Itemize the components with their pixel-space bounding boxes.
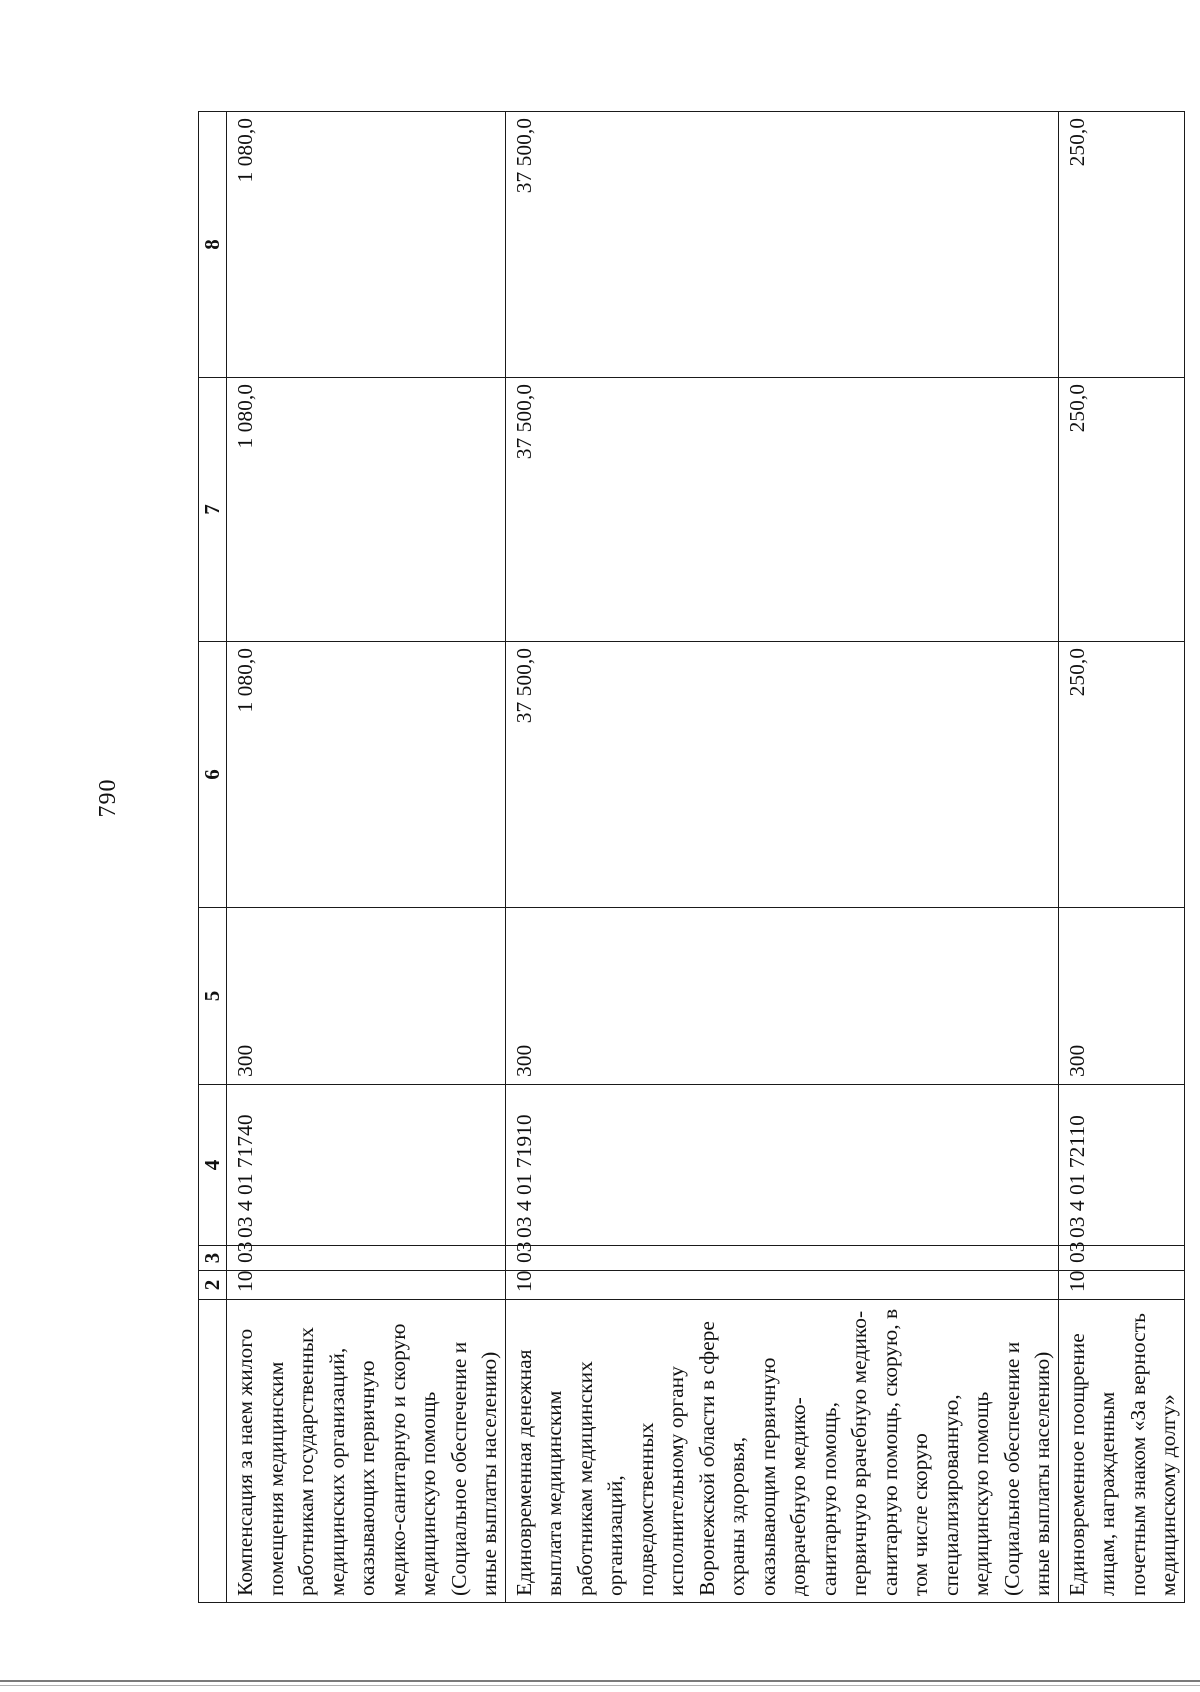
scan-edge-line-secondary [0,1685,1200,1686]
header-col-8: 8 [199,112,227,378]
row-target-article: 03 4 01 71910 [505,1085,1058,1246]
row-name: Единовременная денежная выплата медицинским работникам медицинских организаций, подведомственных исполнительному органу Воронежской области в сфере охраны здоровья, оказывающим первичную доврачебную медико-санитарную помощь, первичную врачебную медико-санитарную помощь, скорую, в том числе скорую специализированную, медицинскую помощь (Социальное обеспечение и иные выплаты населению) [505,1300,1058,1603]
row-expense-type: 300 [505,908,1058,1085]
header-col-2: 2 [199,1271,227,1300]
header-col-7: 7 [199,378,227,642]
budget-table-container [198,112,1180,1603]
row-name: Компенсация за наем жилого помещения медицинским работникам государственных медицинских организаций, оказывающих первичную медико-санитарную и скорую медицинскую помощь (Социальное обеспечение и иные выплаты населению) [227,1300,506,1603]
row-subsection: 03 [505,1246,1058,1271]
table-row [227,112,506,1603]
row-name: Единовременное поощрение лицам, награжденным почетным знаком «За верность медицинскому долгу» [1058,1300,1184,1603]
row-amount-col7: 250,0 [1058,378,1184,642]
row-target-article: 03 4 01 71740 [227,1085,506,1246]
table-row [1058,112,1184,1603]
row-amount-col7: 1 080,0 [227,378,506,642]
header-row [199,112,227,1603]
table-row [505,112,1058,1603]
header-col-5: 5 [199,908,227,1085]
row-expense-type: 300 [227,908,506,1085]
row-section: 10 [505,1271,1058,1300]
header-col-4: 4 [199,1085,227,1246]
page-number: 790 [95,778,121,818]
row-amount-col8: 250,0 [1058,112,1184,378]
row-target-article: 03 4 01 72110 [1058,1085,1184,1246]
row-section: 10 [1058,1271,1184,1300]
scan-edge-line [0,1680,1200,1682]
row-amount-col6: 1 080,0 [227,642,506,908]
header-col-3: 3 [199,1246,227,1271]
budget-table [198,111,1185,1603]
header-col-6: 6 [199,642,227,908]
row-amount-col7: 37 500,0 [505,378,1058,642]
row-section: 10 [227,1271,506,1300]
row-expense-type: 300 [1058,908,1184,1085]
row-subsection: 03 [227,1246,506,1271]
row-subsection: 03 [1058,1246,1184,1271]
row-amount-col8: 37 500,0 [505,112,1058,378]
row-amount-col6: 250,0 [1058,642,1184,908]
row-amount-col6: 37 500,0 [505,642,1058,908]
row-amount-col8: 1 080,0 [227,112,506,378]
header-col-1 [199,1300,227,1603]
